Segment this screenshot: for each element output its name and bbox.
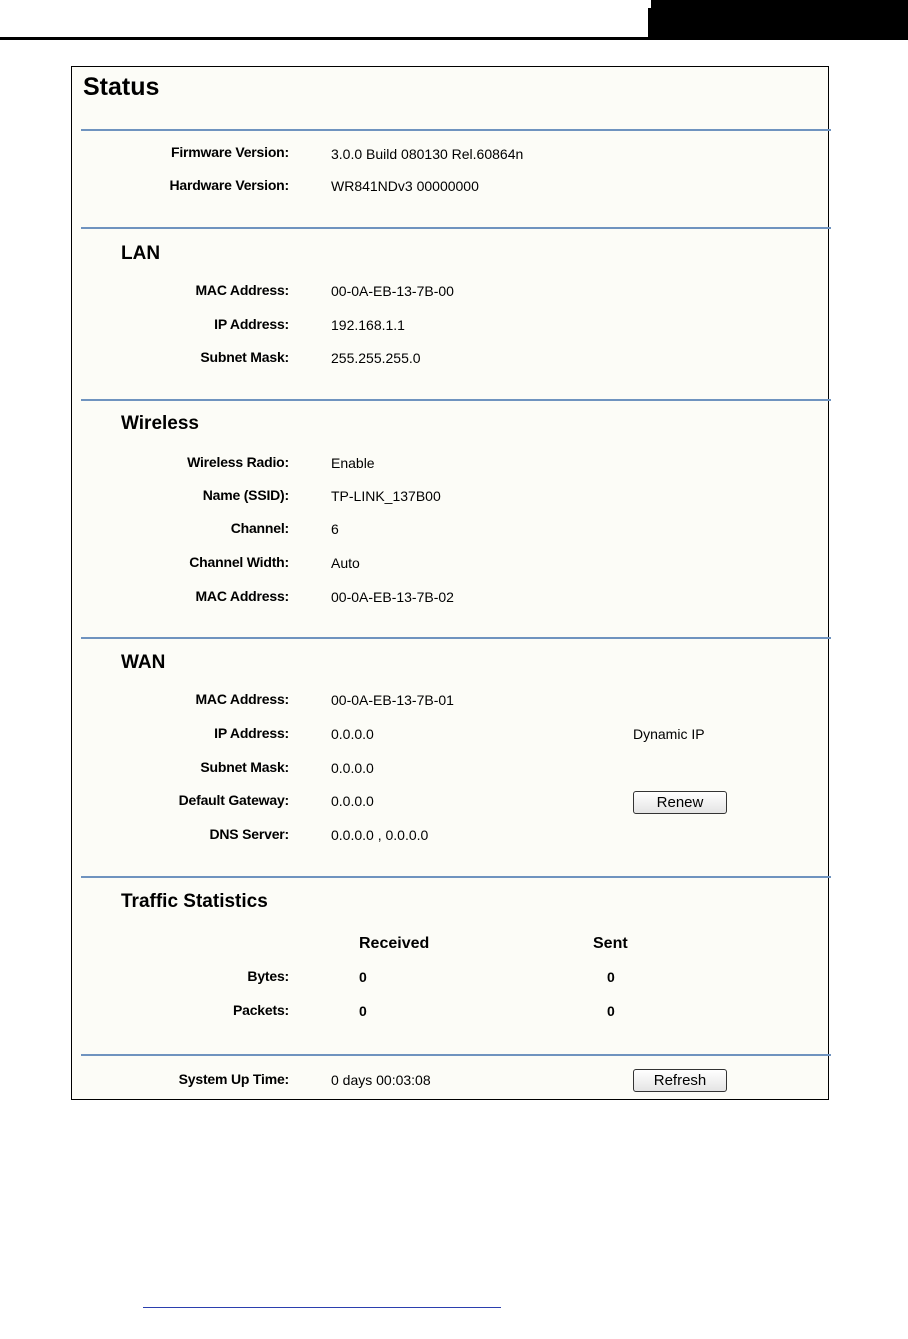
bytes-sent-value: 0 <box>607 969 615 985</box>
lan-section-title: LAN <box>121 243 161 264</box>
sent-column-header: Sent <box>593 935 628 952</box>
system-uptime-value: 0 days 00:03:08 <box>331 1072 431 1088</box>
wan-mac-value: 00-0A-EB-13-7B-01 <box>331 692 454 708</box>
default-gateway-value: 0.0.0.0 <box>331 793 374 809</box>
lan-mac-value: 00-0A-EB-13-7B-00 <box>331 283 454 299</box>
wan-connection-type: Dynamic IP <box>633 726 705 742</box>
wireless-radio-label: Wireless Radio: <box>187 454 289 470</box>
traffic-section-title: Traffic Statistics <box>121 891 268 912</box>
wireless-mac-value: 00-0A-EB-13-7B-02 <box>331 589 454 605</box>
wan-ip-label: IP Address: <box>214 725 289 741</box>
channel-width-label: Channel Width: <box>189 554 289 570</box>
wan-mask-label: Subnet Mask: <box>200 759 289 775</box>
renew-button[interactable]: Renew <box>633 791 727 814</box>
lan-mask-label: Subnet Mask: <box>200 349 289 365</box>
header-tab-notch <box>648 0 651 8</box>
firmware-version-value: 3.0.0 Build 080130 Rel.60864n <box>331 146 524 162</box>
dns-server-value: 0.0.0.0 , 0.0.0.0 <box>331 827 429 843</box>
channel-value: 6 <box>331 521 339 537</box>
wireless-mac-label: MAC Address: <box>195 588 289 604</box>
divider <box>81 129 831 131</box>
ssid-value: TP-LINK_137B00 <box>331 488 441 504</box>
packets-received-value: 0 <box>359 1003 367 1019</box>
ssid-label: Name (SSID): <box>202 487 289 503</box>
system-uptime-label: System Up Time: <box>178 1071 289 1087</box>
channel-label: Channel: <box>230 520 289 536</box>
firmware-version-label: Firmware Version: <box>171 144 289 160</box>
divider <box>81 876 831 878</box>
lan-mask-value: 255.255.255.0 <box>331 350 421 366</box>
wan-section-title: WAN <box>121 652 166 673</box>
divider <box>81 399 831 401</box>
status-panel <box>71 66 829 1100</box>
bytes-received-value: 0 <box>359 969 367 985</box>
wan-mac-label: MAC Address: <box>195 691 289 707</box>
divider <box>81 1054 831 1056</box>
divider <box>81 227 831 229</box>
packets-sent-value: 0 <box>607 1003 615 1019</box>
footer-link-underline <box>143 1307 501 1308</box>
header-black-tab <box>648 0 908 40</box>
lan-mac-label: MAC Address: <box>195 282 289 298</box>
hardware-version-value: WR841NDv3 00000000 <box>331 178 479 194</box>
channel-width-value: Auto <box>331 555 360 571</box>
dns-server-label: DNS Server: <box>209 826 289 842</box>
wan-ip-value: 0.0.0.0 <box>331 726 374 742</box>
bytes-label: Bytes: <box>247 968 289 984</box>
hardware-version-label: Hardware Version: <box>169 177 289 193</box>
page-title: Status <box>83 73 160 101</box>
divider <box>81 637 831 639</box>
default-gateway-label: Default Gateway: <box>178 792 289 808</box>
wireless-radio-value: Enable <box>331 455 375 471</box>
wan-mask-value: 0.0.0.0 <box>331 760 374 776</box>
refresh-button[interactable]: Refresh <box>633 1069 727 1092</box>
lan-ip-value: 192.168.1.1 <box>331 317 405 333</box>
received-column-header: Received <box>359 935 430 952</box>
packets-label: Packets: <box>233 1002 289 1018</box>
wireless-section-title: Wireless <box>121 413 199 434</box>
lan-ip-label: IP Address: <box>214 316 289 332</box>
